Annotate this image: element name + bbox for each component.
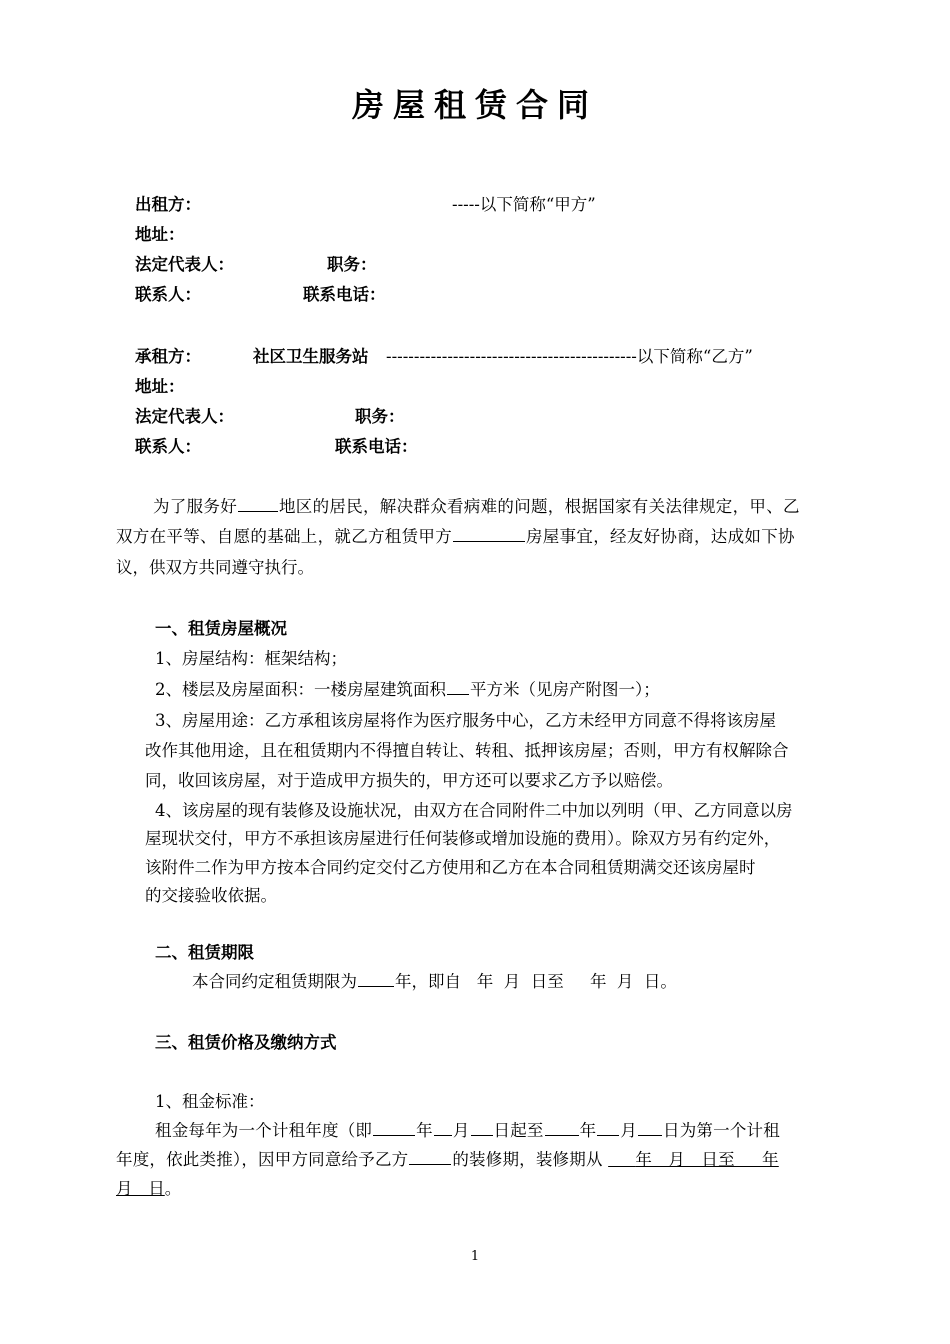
- section-1-item-3-line-1: 3、房屋用途：乙方承租该房屋将作为医疗服务中心，乙方未经甲方同意不得将该房屋: [155, 711, 776, 730]
- blank-house: [453, 527, 525, 542]
- lessor-contact-label: 联系人：: [135, 285, 201, 304]
- lessee-position-label: 职务：: [355, 407, 405, 426]
- blank-year-1: [373, 1121, 415, 1136]
- decoration-period-dates: 年 月 日至 年: [635, 1150, 779, 1169]
- blank-month-1: [434, 1121, 452, 1136]
- section-3-line-3: 月 日。: [116, 1179, 182, 1198]
- section-3-line-2: 年度，依此类推），因甲方同意给予乙方 的装修期，装修期从 年 月 日至 年: [116, 1150, 779, 1169]
- section-1-heading: 一、租赁房屋概况: [155, 619, 287, 638]
- blank-day-1: [471, 1121, 493, 1136]
- section-1-item-3-line-3: 同，收回该房屋，对于造成甲方损失的，甲方还可以要求乙方予以赔偿。: [145, 771, 673, 790]
- lessee-phone-label: 联系电话：: [335, 437, 418, 456]
- lessee-label: 承租方：: [135, 347, 201, 366]
- section-1-item-4-line-1: 4、该房屋的现有装修及设施状况，由双方在合同附件二中加以列明（甲、乙方同意以房: [155, 801, 793, 820]
- intro-line-2: 双方在平等、自愿的基础上，就乙方租赁甲方 房屋事宜，经友好协商，达成如下协: [116, 527, 795, 546]
- section-3-line-1: 租金每年为一个计租年度（即 年 月 日起至 年 月 日为第一个计租: [155, 1121, 780, 1140]
- section-3-sub-1: 1、租金标准：: [155, 1092, 265, 1111]
- lessee-alias: ---------------------------------------------以下简称“乙方”: [386, 347, 753, 366]
- blank-years: [358, 972, 394, 987]
- blank-district: [238, 497, 278, 512]
- section-3-heading: 三、租赁价格及缴纳方式: [155, 1033, 337, 1052]
- section-1-item-4-line-2: 屋现状交付，甲方不承担该房屋进行任何装修或增加设施的费用）。除双方另有约定外，: [145, 829, 781, 848]
- lessee-legal-rep-label: 法定代表人：: [135, 407, 234, 426]
- blank-month-2: [597, 1121, 619, 1136]
- section-1-item-2: 2、楼层及房屋面积：一楼房屋建筑面积 平方米（见房产附图一）；: [155, 680, 660, 699]
- blank-area: [447, 680, 469, 695]
- lessee-address-label: 地址：: [135, 377, 185, 396]
- section-2-heading: 二、租赁期限: [155, 943, 254, 962]
- section-2-term: 本合同约定租赁期限为 年，即自 年 月 日至 年 月 日。: [192, 972, 677, 991]
- intro-line-1: 为了服务好 地区的居民，解决群众看病难的问题，根据国家有关法律规定，甲、乙: [153, 497, 800, 516]
- lessor-legal-rep-label: 法定代表人：: [135, 255, 234, 274]
- section-1-item-4-line-3: 该附件二作为甲方按本合同约定交付乙方使用和乙方在本合同租赁期满交还该房屋时: [145, 858, 756, 877]
- intro-line-3: 议，供双方共同遵守执行。: [116, 558, 314, 577]
- lessee-name: 社区卫生服务站: [253, 347, 369, 366]
- lessor-position-label: 职务：: [327, 255, 377, 274]
- blank-day-2: [638, 1121, 662, 1136]
- section-1-item-1: 1、房屋结构：框架结构；: [155, 649, 347, 668]
- lessee-contact-label: 联系人：: [135, 437, 201, 456]
- section-1-item-3-line-2: 改作其他用途，且在租赁期内不得擅自转让、转租、抵押该房屋；否则，甲方有权解除合: [145, 741, 789, 760]
- document-title: 房屋租赁合同: [351, 86, 598, 124]
- lessor-address-label: 地址：: [135, 225, 185, 244]
- lessor-phone-label: 联系电话：: [303, 285, 386, 304]
- section-1-item-4-line-4: 的交接验收依据。: [145, 886, 277, 905]
- lessor-alias: -----以下简称“甲方”: [452, 195, 596, 214]
- lessor-label: 出租方：: [135, 195, 201, 214]
- blank-decoration-period: [409, 1150, 451, 1165]
- page-number: 1: [470, 1249, 480, 1264]
- blank-year-2: [545, 1121, 579, 1136]
